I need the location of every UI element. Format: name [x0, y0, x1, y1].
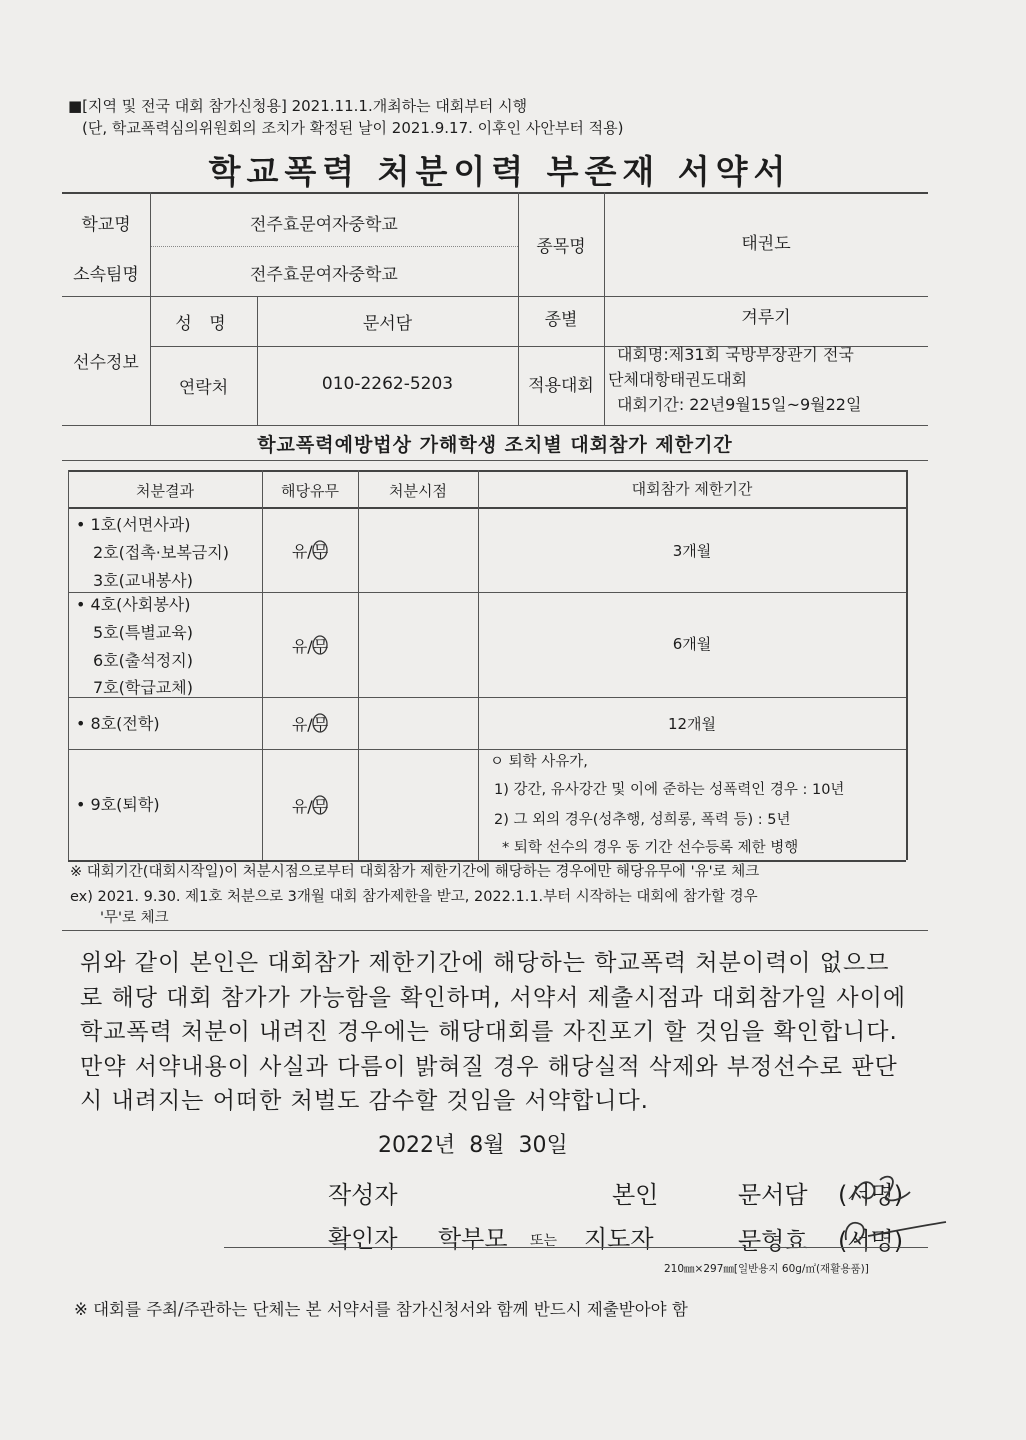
period-value: 3개월: [672, 541, 712, 560]
check-mark: [313, 794, 328, 817]
result-item: 5호(특별교육): [93, 623, 193, 642]
paper-spec-note: 210㎜×297㎜[일반용지 60g/㎡(재활용품)]: [664, 1263, 869, 1275]
col-header-time: 처분시점: [389, 481, 447, 500]
check-text: 유/: [291, 715, 313, 734]
event-name-line-1: 대회명:제31회 국방부장관기 전국: [617, 345, 854, 364]
self-label: 본인: [612, 1181, 659, 1209]
result-item: 2호(접촉·보복금지): [93, 543, 229, 562]
result-item: • 9호(퇴학): [76, 795, 160, 814]
check-mark: [313, 712, 328, 735]
applicable-check: [262, 593, 358, 697]
header-line-2: (단, 학교폭력심의위원회의 조치가 확정된 날이 2021.9.17. 이후인 사안부터 적용): [82, 119, 624, 137]
expulsion-line: 1) 강간, 유사강간 및 이에 준하는 성폭력인 경우 : 10년: [494, 782, 845, 798]
circle-mark-icon: [310, 794, 330, 816]
check-option-no: 무: [312, 715, 329, 734]
applicable-check: [262, 750, 358, 860]
event-label: 적용대회: [528, 376, 594, 396]
circle-mark-icon: [310, 539, 330, 561]
name-value: 문서담: [362, 313, 413, 334]
check-mark: [313, 634, 328, 657]
coach-label: 지도자: [584, 1225, 654, 1253]
applicable-check: [262, 508, 358, 592]
check-option-no: 무: [312, 541, 329, 561]
check-text: 유/: [291, 636, 313, 656]
sport-value: 태권도: [741, 233, 791, 254]
circle-mark-icon: [310, 712, 330, 734]
result-item: • 4호(사회봉사): [76, 595, 191, 614]
applicable-check: [262, 698, 358, 749]
period-value: 12개월: [667, 715, 717, 733]
check-mark: [313, 539, 328, 562]
parent-label: 학부모: [438, 1225, 508, 1253]
result-item: 3호(교내봉사): [93, 571, 193, 590]
sport-label: 종목명: [536, 236, 586, 257]
check-text: 유/: [291, 796, 313, 816]
circle-mark-icon: [310, 634, 330, 656]
or-label: 또는: [530, 1233, 558, 1249]
team-name-label: 소속팀명: [73, 264, 139, 285]
footer-note: ※ 대회를 주최/주관하는 단체는 본 서약서를 참가신청서와 함께 반드시 제출받아야 함: [74, 1300, 688, 1319]
col-header-applicable: 해당유무: [281, 481, 339, 500]
check-text: 유/: [291, 541, 313, 561]
writer-label: 작성자: [328, 1181, 398, 1209]
result-item: • 1호(서면사과): [76, 515, 191, 534]
event-period: 대회기간: 22년9월15일~9월22일: [617, 395, 862, 414]
expulsion-line: * 퇴학 선수의 경우 동 기간 선수등록 제한 병행: [502, 840, 799, 856]
result-item: 7호(학급교체): [93, 678, 193, 697]
header-line-1: ■[지역 및 전국 대회 참가신청용] 2021.11.1.개최하는 대회부터 시행: [68, 97, 528, 115]
contact-label: 연락처: [178, 378, 229, 398]
handwritten-signature-icon: [830, 1212, 950, 1252]
school-name-label: 학교명: [81, 214, 131, 235]
category-label: 종별: [544, 309, 578, 330]
name-label: 성 명: [175, 313, 232, 334]
writer-name: 문서담: [738, 1181, 808, 1209]
confirmer-sign-placeholder: (서명): [838, 1227, 904, 1255]
col-header-period: 대회참가 제한기간: [631, 479, 753, 498]
school-name-value: 전주효문여자중학교: [250, 214, 398, 235]
note-3: '무'로 체크: [100, 910, 169, 926]
check-option-no: 무: [312, 636, 329, 656]
note-1: ※ 대회기간(대회시작일)이 처분시점으로부터 대회참가 제한기간에 해당하는 경우에만 해당유무에 '유'로 체크: [70, 864, 760, 880]
expulsion-line: ㅇ 퇴학 사유가,: [490, 754, 588, 770]
document-title: 학교폭력 처분이력 부존재 서약서: [208, 152, 792, 191]
note-2: ex) 2021. 9.30. 제1호 처분으로 3개월 대회 참가제한을 받고, 2022.1.1.부터 시작하는 대회에 참가할 경우: [70, 889, 758, 905]
confirmer-name: 문형효: [738, 1227, 808, 1255]
result-item: • 8호(전학): [76, 714, 160, 733]
writer-sign-placeholder: (서명): [838, 1181, 904, 1209]
pledge-date: 2022년 8월 30일: [378, 1133, 568, 1158]
col-header-result: 처분결과: [136, 481, 194, 500]
contact-value: 010-2262-5203: [321, 373, 454, 394]
result-item: 6호(출석정지): [93, 651, 193, 670]
event-name-line-2: 단체대항태권도대회: [608, 370, 748, 389]
team-name-value: 전주효문여자중학교: [250, 264, 398, 285]
player-info-label: 선수정보: [73, 353, 139, 373]
check-option-no: 무: [312, 796, 329, 816]
period-value: 6개월: [672, 635, 712, 653]
restriction-title: 학교폭력예방법상 가해학생 조치별 대회참가 제한기간: [257, 434, 733, 456]
pledge-text: 위와 같이 본인은 대회참가 제한기간에 해당하는 학교폭력 처분이력이 없으므로 해당 대회 참가가 가능함을 확인하며, 서약서 제출시점과 대회참가일 사이에 학교폭력 처분이 내려진 경우에는 해당대회를 자진포기 할 것임을 확인합니다. 만약 서약내용이 사실과 다름이 밝혀질 경우 해당실적 삭제와 부정선수로 판단 시 내려지는 어떠한 처벌도 감수할 것임을 서약합니다.: [80, 950, 907, 1114]
expulsion-line: 2) 그 외의 경우(성추행, 성희롱, 폭력 등) : 5년: [494, 812, 791, 828]
category-value: 겨루기: [741, 307, 791, 328]
handwritten-signature-icon: [840, 1170, 920, 1210]
confirmer-label: 확인자: [328, 1225, 398, 1253]
